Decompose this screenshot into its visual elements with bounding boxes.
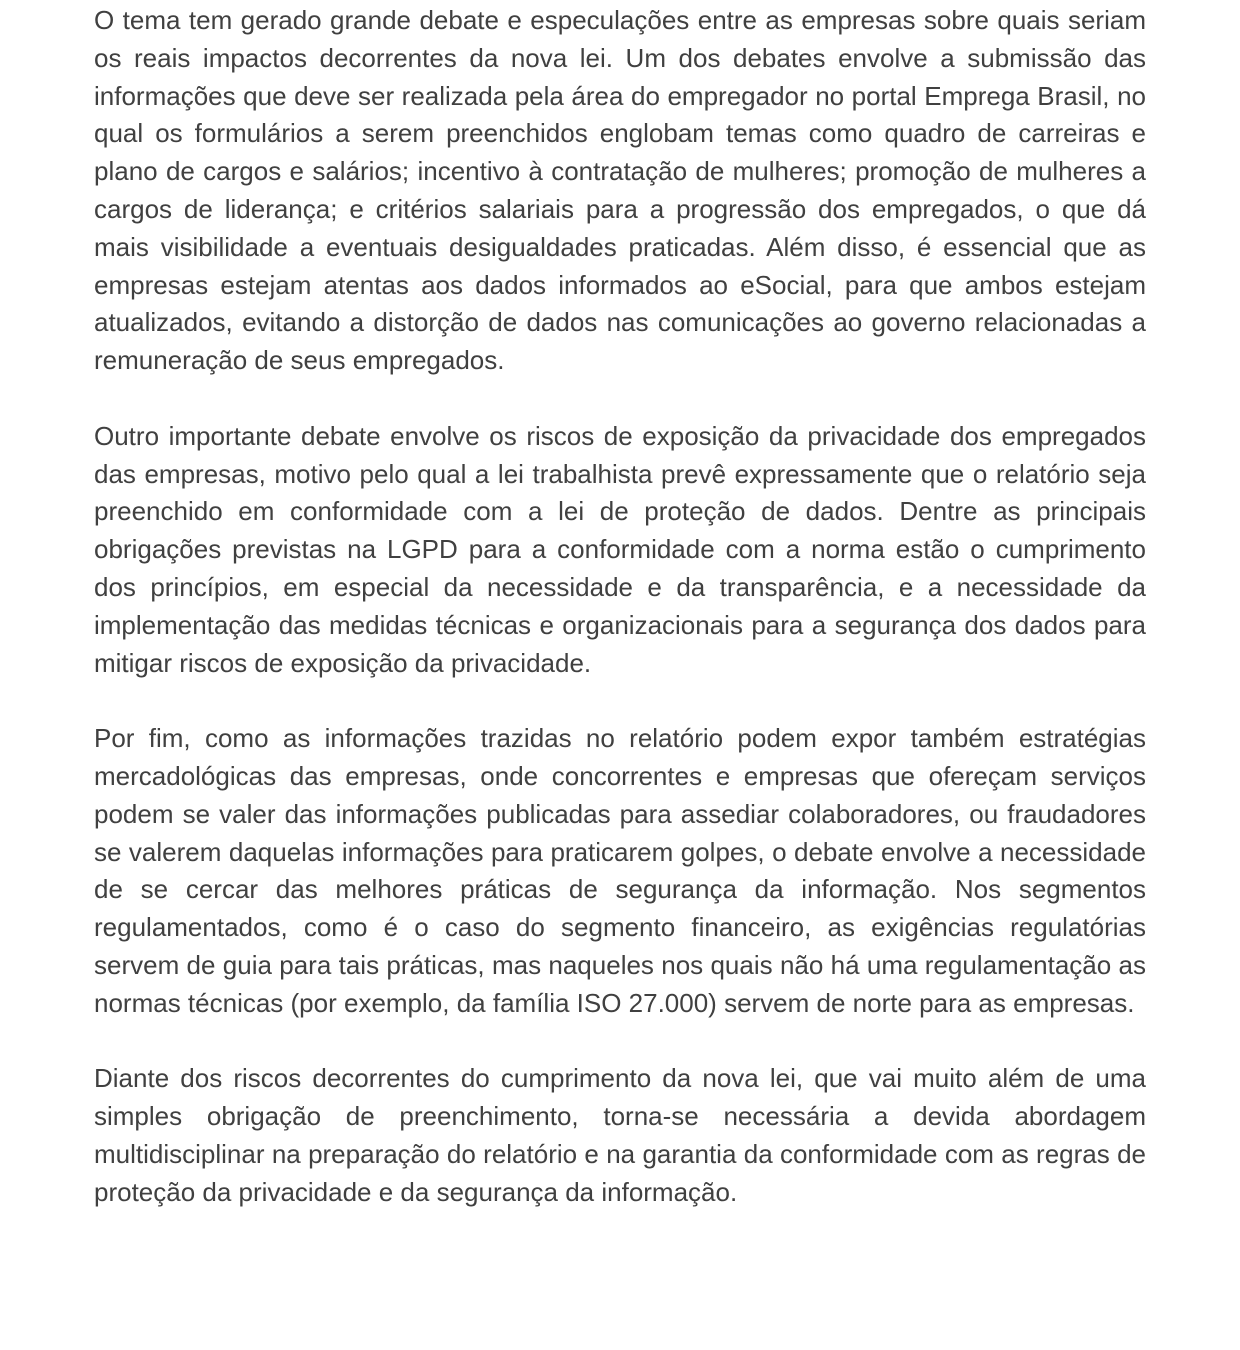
article-paragraph: Outro importante debate envolve os riscos de exposição da privacidade dos empregados das empresas, motivo pelo qual a lei trabalhista prevê expressamente que o relatório seja preenchido em conformidade com a lei de proteção de dados. Dentre as principais obrigações previstas na LGPD para a conformidade com a norma estão o cumprimento dos princípios, em especial da necessidade e da transparência, e a necessidade da implementação das medidas técnicas e organizacionais para a segurança dos dados para mitigar riscos de exposição da privacidade.: [94, 420, 1146, 678]
article-paragraph: O tema tem gerado grande debate e especulações entre as empresas sobre quais seriam os reais impactos decorrentes da nova lei. Um dos debates envolve a submissão das informações que deve ser realizada pela área do empregador no portal Emprega Brasil, no qual os formulários a serem preenchidos englobam temas como quadro de carreiras e plano de cargos e salários; incentivo à contratação de mulheres; promoção de mulheres a cargos de liderança; e critérios salariais para a progressão dos empregados, o que dá mais visibilidade a eventuais desigualdades praticadas. Além disso, é essencial que as empresas estejam atentas aos dados informados ao eSocial, para que ambos estejam atualizados, evitando a distorção de dados nas comunicações ao governo relacionadas a remuneração de seus empregados.: [94, 5, 1146, 376]
article-paragraph: Diante dos riscos decorrentes do cumprimento da nova lei, que vai muito além de uma simples obrigação de preenchimento, torna-se necessária a devida abordagem multidisciplinar na preparação do relatório e na garantia da conformidade com as regras de proteção da privacidade e da segurança da informação.: [94, 1063, 1146, 1207]
article-body: [94, 0, 1146, 1212]
article-paragraph: Por fim, como as informações trazidas no relatório podem expor também estratégias mercadológicas das empresas, onde concorrentes e empresas que ofereçam serviços podem se valer das informações publicadas para assediar colaboradores, ou fraudadores se valerem daquelas informações para praticarem golpes, o debate envolve a necessidade de se cercar das melhores práticas de segurança da informação. Nos segmentos regulamentados, como é o caso do segmento financeiro, as exigências regulatórias servem de guia para tais práticas, mas naqueles nos quais não há uma regulamentação as normas técnicas (por exemplo, da família ISO 27.000) servem de norte para as empresas.: [94, 723, 1146, 1018]
